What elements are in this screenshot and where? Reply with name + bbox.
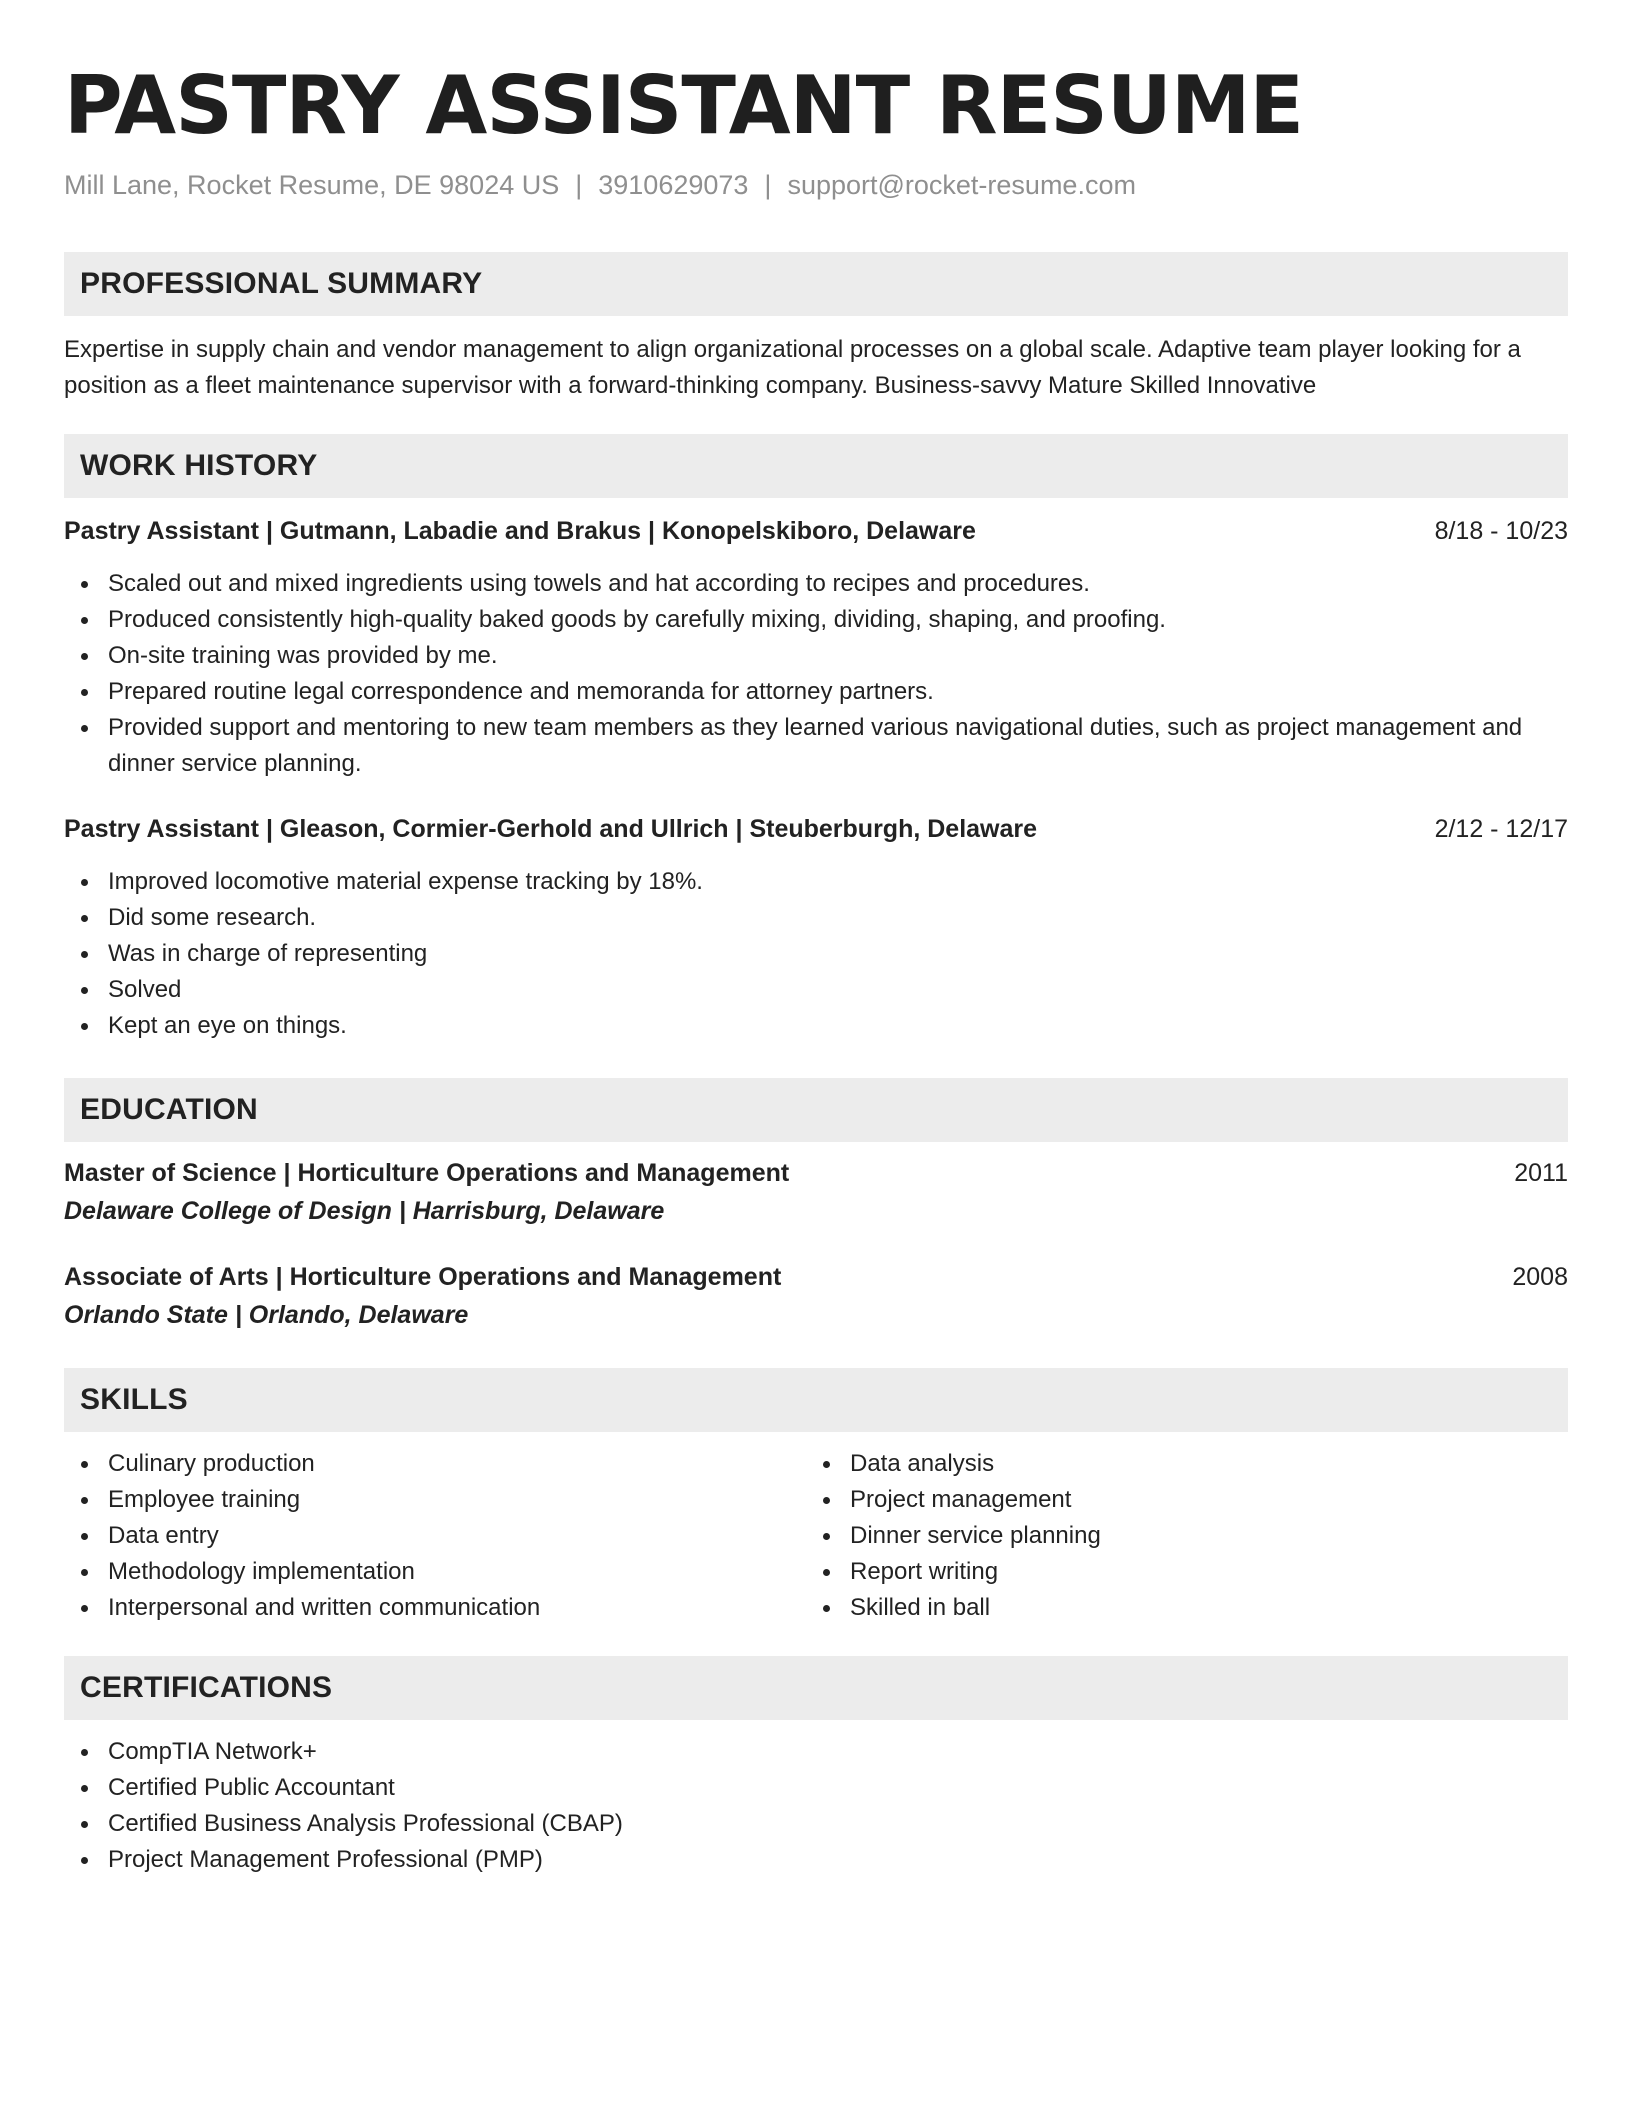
list-item: Project management (806, 1482, 1548, 1518)
contact-email: support@rocket-resume.com (787, 170, 1136, 200)
education-header (64, 1260, 1568, 1294)
list-item: Certified Public Accountant (64, 1770, 1568, 1806)
job-title: Pastry Assistant | Gutmann, Labadie and Brakus | Konopelskiboro, Delaware (64, 517, 976, 545)
education-entry (64, 1260, 1568, 1334)
list-item: Produced consistently high-quality baked goods by carefully mixing, dividing, shaping, and proofing. (64, 602, 1568, 638)
skills-list-left (64, 1446, 806, 1626)
skills-heading: SKILLS (64, 1368, 1568, 1432)
education-school: Delaware College of Design | Harrisburg, Delaware (64, 1197, 665, 1225)
list-item: Report writing (806, 1554, 1548, 1590)
resume-page (64, 58, 1568, 1878)
skills-list-right (806, 1446, 1548, 1626)
certifications-heading: CERTIFICATIONS (64, 1656, 1568, 1720)
education-heading: EDUCATION (64, 1078, 1568, 1142)
certifications-list (64, 1734, 1568, 1878)
list-item: Solved (64, 972, 1568, 1008)
contact-separator: | (575, 170, 583, 200)
job-dates: 8/18 - 10/23 (1434, 517, 1568, 545)
list-item: Data analysis (806, 1446, 1548, 1482)
education-header (64, 1156, 1568, 1190)
job-header (64, 514, 1568, 548)
skills-columns (64, 1446, 1568, 1626)
job-title: Pastry Assistant | Gleason, Cormier-Gerhold and Ullrich | Steuberburgh, Delaware (64, 815, 1038, 843)
list-item: Prepared routine legal correspondence and memoranda for attorney partners. (64, 674, 1568, 710)
education-degree: Master of Science | Horticulture Operations and Management (64, 1159, 790, 1187)
education-year: 2011 (1514, 1159, 1568, 1187)
job-bullets (64, 864, 1568, 1044)
list-item: Was in charge of representing (64, 936, 1568, 972)
contact-separator: | (764, 170, 772, 200)
list-item: Project Management Professional (PMP) (64, 1842, 1568, 1878)
summary-text: Expertise in supply chain and vendor management to align organizational processes on a global scale. Adaptive team player looking for a position as a fleet maintenance supervisor with a forward-thinking company. Business-savvy Mature Skilled Innovative (64, 336, 1521, 399)
list-item: Improved locomotive material expense tracking by 18%. (64, 864, 1568, 900)
list-item: CompTIA Network+ (64, 1734, 1568, 1770)
resume-title: PASTRY ASSISTANT RESUME (64, 59, 1304, 152)
list-item: Skilled in ball (806, 1590, 1548, 1626)
list-item: Employee training (64, 1482, 806, 1518)
education-year: 2008 (1512, 1263, 1568, 1291)
education-school: Orlando State | Orlando, Delaware (64, 1301, 469, 1329)
job-entry (64, 812, 1568, 1044)
list-item: Dinner service planning (806, 1518, 1548, 1554)
list-item: Kept an eye on things. (64, 1008, 1568, 1044)
contact-phone: 3910629073 (598, 170, 749, 200)
list-item: On-site training was provided by me. (64, 638, 1568, 674)
list-item: Provided support and mentoring to new team members as they learned various navigational duties, such as project management and dinner service planning. (64, 710, 1568, 782)
list-item: Did some research. (64, 900, 1568, 936)
list-item: Interpersonal and written communication (64, 1590, 806, 1626)
job-bullets (64, 566, 1568, 782)
contact-line (64, 168, 1568, 202)
work-history-heading: WORK HISTORY (64, 434, 1568, 498)
list-item: Methodology implementation (64, 1554, 806, 1590)
education-degree: Associate of Arts | Horticulture Operations and Management (64, 1263, 782, 1291)
education-entry (64, 1156, 1568, 1230)
list-item: Scaled out and mixed ingredients using towels and hat according to recipes and procedures. (64, 566, 1568, 602)
job-header (64, 812, 1568, 846)
list-item: Data entry (64, 1518, 806, 1554)
contact-address: Mill Lane, Rocket Resume, DE 98024 US (64, 170, 560, 200)
job-dates: 2/12 - 12/17 (1434, 815, 1568, 843)
list-item: Culinary production (64, 1446, 806, 1482)
list-item: Certified Business Analysis Professional (CBAP) (64, 1806, 1568, 1842)
summary-heading: PROFESSIONAL SUMMARY (64, 252, 1568, 316)
job-entry (64, 514, 1568, 782)
